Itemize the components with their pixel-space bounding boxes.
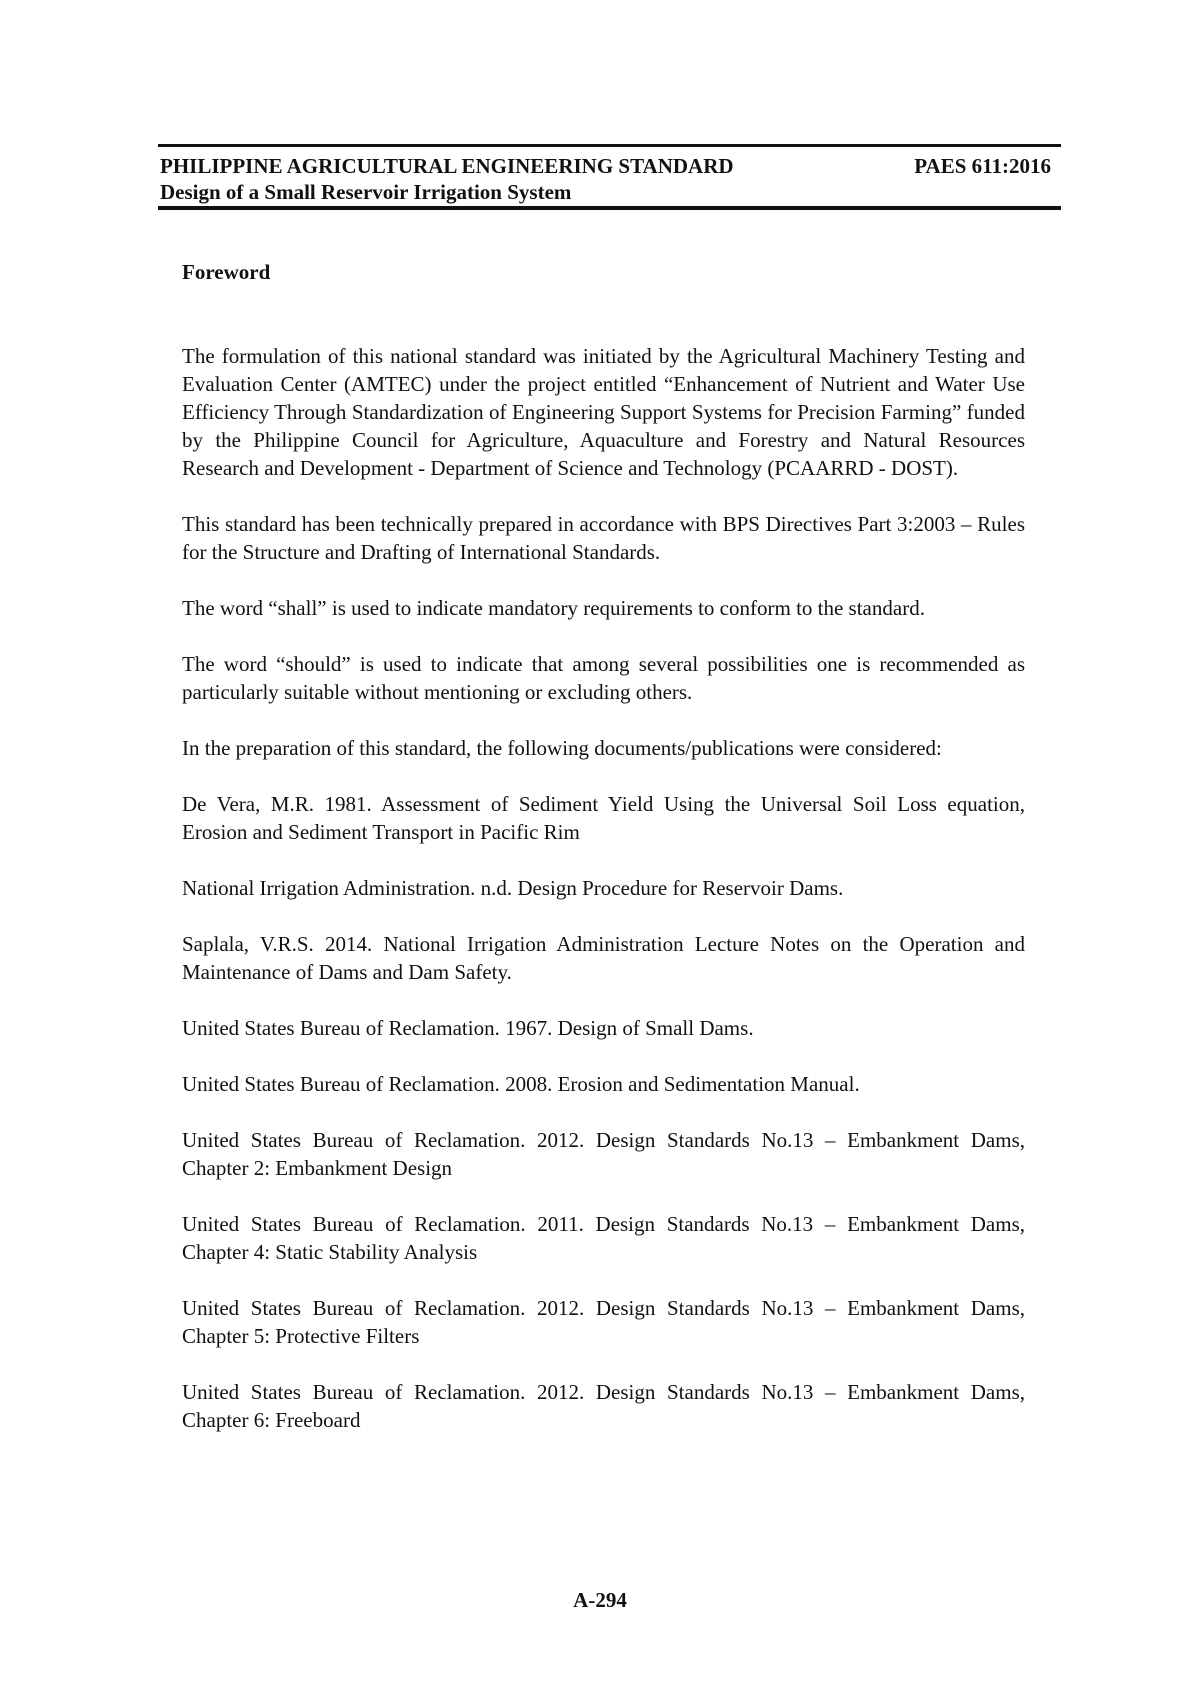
- header-rule-bottom: [158, 206, 1061, 210]
- paragraph-formulation: The formulation of this national standard was initiated by the Agricultural Machinery Testing and Evaluation Center (AMTEC) under the project entitled “Enhancement of Nutrient and Water Use Efficiency Through Standardization of Engineering Support Systems for Precision Farming” funded by the Philippine Council for Agriculture, Aquaculture and Forestry and Natural Resources Research and Development - Department of Science and Technology (PCAARRD - DOST).: [182, 344, 1025, 480]
- header-row: [158, 153, 1061, 179]
- standard-code: PAES 611:2016: [914, 154, 1051, 178]
- reference-item: United States Bureau of Reclamation. 2011. Design Standards No.13 – Embankment Dams, Chapter 4: Static Stability Analysis: [182, 1212, 1025, 1264]
- section-heading: Foreword: [182, 260, 271, 284]
- standard-title: PHILIPPINE AGRICULTURAL ENGINEERING STANDARD: [160, 154, 734, 178]
- document-body: [182, 258, 1025, 1462]
- page-header: [158, 144, 1061, 210]
- paragraph-shall: The word “shall” is used to indicate mandatory requirements to conform to the standard.: [182, 596, 925, 620]
- reference-item: Saplala, V.R.S. 2014. National Irrigation Administration Lecture Notes on the Operation and Maintenance of Dams and Dam Safety.: [182, 932, 1025, 984]
- document-subtitle: Design of a Small Reservoir Irrigation System: [160, 180, 572, 204]
- reference-item: United States Bureau of Reclamation. 2012. Design Standards No.13 – Embankment Dams, Chapter 5: Protective Filters: [182, 1296, 1025, 1348]
- reference-item: United States Bureau of Reclamation. 2012. Design Standards No.13 – Embankment Dams, Chapter 6: Freeboard: [182, 1380, 1025, 1432]
- page-number: A-294: [573, 1588, 627, 1612]
- reference-item: United States Bureau of Reclamation. 1967. Design of Small Dams.: [182, 1016, 754, 1040]
- reference-item: United States Bureau of Reclamation. 2008. Erosion and Sedimentation Manual.: [182, 1072, 860, 1096]
- paragraph-documents-considered: In the preparation of this standard, the following documents/publications were considered:: [182, 736, 942, 760]
- reference-item: United States Bureau of Reclamation. 2012. Design Standards No.13 – Embankment Dams, Chapter 2: Embankment Design: [182, 1128, 1025, 1180]
- reference-item: National Irrigation Administration. n.d. Design Procedure for Reservoir Dams.: [182, 876, 844, 900]
- paragraph-should: The word “should” is used to indicate that among several possibilities one is recommended as particularly suitable without mentioning or excluding others.: [182, 652, 1025, 704]
- reference-item: De Vera, M.R. 1981. Assessment of Sediment Yield Using the Universal Soil Loss equation, Erosion and Sediment Transport in Pacific Rim: [182, 792, 1025, 844]
- paragraph-technical-preparation: This standard has been technically prepared in accordance with BPS Directives Part 3:2003 – Rules for the Structure and Drafting of International Standards.: [182, 512, 1025, 564]
- header-rule-top: [158, 144, 1061, 147]
